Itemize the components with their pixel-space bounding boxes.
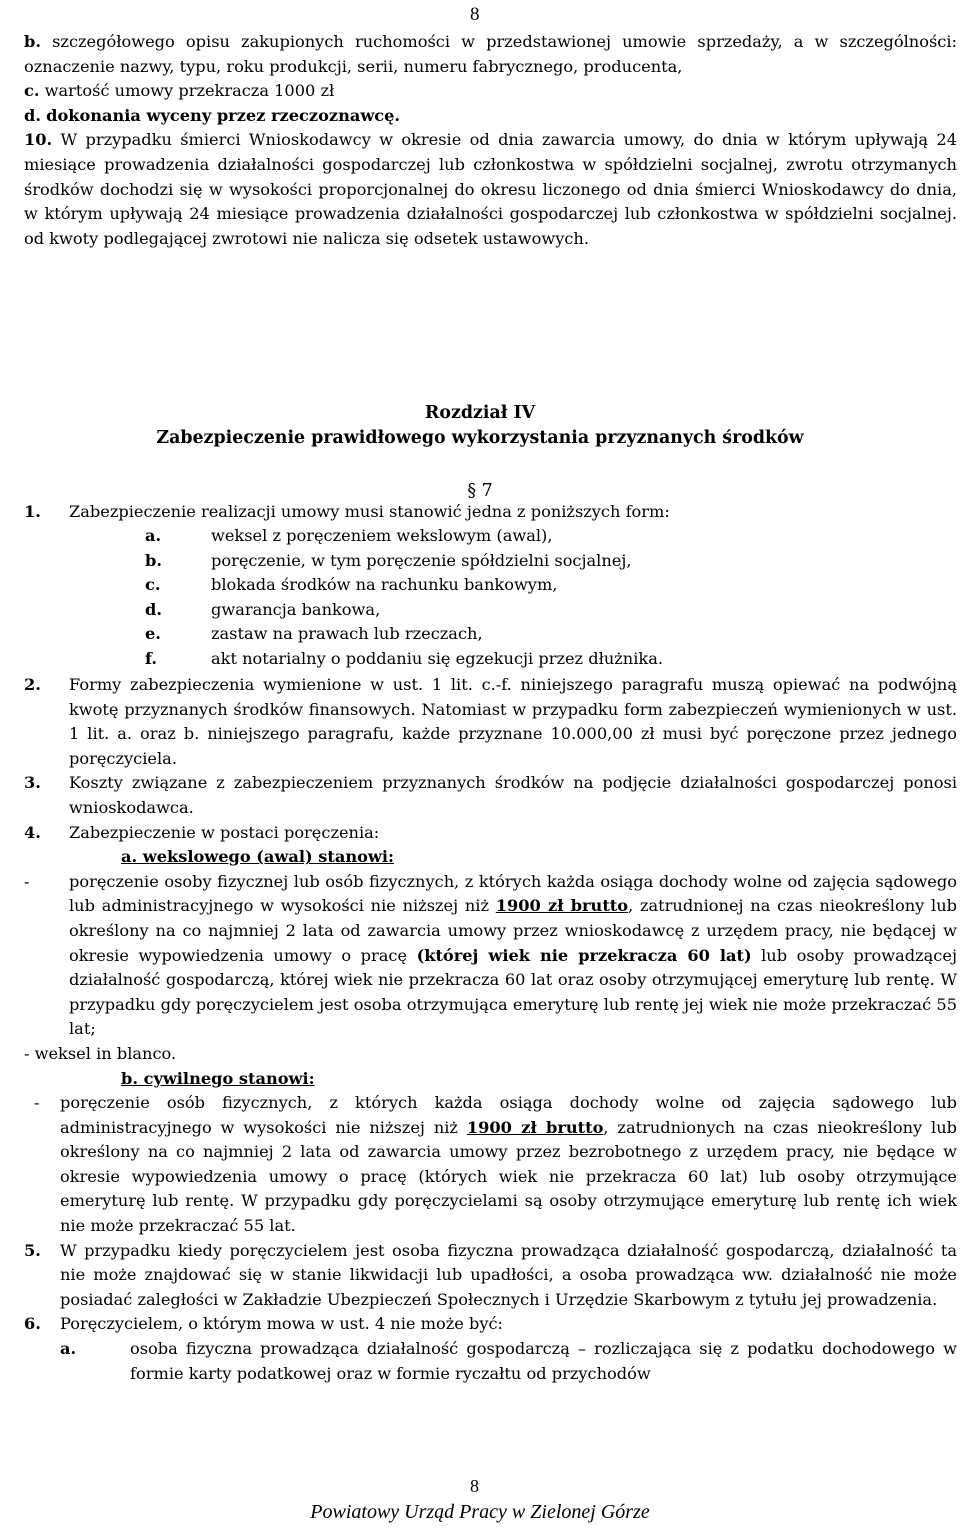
list-item: c. blokada środków na rachunku bankowym, xyxy=(145,575,558,595)
paragraph-symbol: § 7 xyxy=(467,481,493,501)
top-list-item-d xyxy=(24,104,957,129)
top-list xyxy=(24,30,957,251)
section-3: 3. Koszty związane z zabezpieczeniem przyznanych środków na podjęcie działalności gospodarczej ponosi wnioskodawca. xyxy=(24,773,957,817)
point-label: 10. xyxy=(24,130,53,150)
point-10 xyxy=(24,128,957,251)
page-number-top: 8 xyxy=(470,4,480,25)
list-item: f. akt notarialny o poddaniu się egzekucji przez dłużnika. xyxy=(145,648,664,668)
section-5: 5. W przypadku kiedy poręczycielem jest osoba fizyczna prowadząca działalność gospodarczą, działalność ta nie może znajdować się w stanie likwidacji lub upadłości, a osoba prowadząca ww. działalność nie może posiadać zaległości w Zakładzie Ubezpieczeń Społecznych i Urzędzie Skarbowym z tytułu jej prowadzenia. xyxy=(24,1240,957,1309)
top-list-item-c xyxy=(24,79,957,104)
section-4-b-dash-1: - poręczenie osób fizycznych, z których każda osiąga dochody wolne od zajęcia sądowego lub administracyjnego w wysokości nie niższej niż 1900 zł brutto, zatrudnionych na czas nieokreślony lub określony na co najmniej 2 lata od zawarcia umowy przez bezrobotnego z urzędem pracy, nie będące w okresie wypowiedzenia umowy o pracę (których wiek nie przekracza 60 lat) lub osoby otrzymujące emeryturę lub rentę. W przypadku gdy poręczycielami są osoby otrzymujące emeryturę lub rentę ich wiek nie może przekraczać 55 lat. xyxy=(34,1093,957,1236)
item-text: dokonania wyceny przez rzeczoznawcę. xyxy=(46,105,401,125)
list-item: d. gwarancja bankowa, xyxy=(145,599,381,619)
point-text: W przypadku śmierci Wnioskodawcy w okresie od dnia zawarcia umowy, do dnia w którym upływają 24 miesiące prowadzenia działalności gospodarczej lub członkostwa w spółdzielni socjalnej, zwrotu otrzymanych środków dochodzi się w wysokości proporcjonalnej do okresu liczonego od dnia śmierci Wnioskodawcy do dnia, w którym upływają 24 miesiące prowadzenia działalności gospodarczej lub członkostwa w spółdzielni socjalnej. od kwoty podlegającej zwrotowi nie nalicza się odsetek ustawowych. xyxy=(24,130,957,248)
section-4: 4. Zabezpieczenie w postaci poręczenia: xyxy=(24,822,380,842)
section-6-item-a: a. osoba fizyczna prowadząca działalność gospodarczą – rozliczająca się z podatku dochodowego w formie karty podatkowej oraz w formie ryczałtu od przychodów xyxy=(60,1339,957,1383)
footer-page-number: 8 xyxy=(470,1476,479,1496)
section-4-a-dash-1: - poręczenie osoby fizycznej lub osób fizycznych, z których każda osiąga dochody wolne od zajęcia sądowego lub administracyjnego w wysokości nie niższej niż 1900 zł brutto, zatrudnionej na czas nieokreślony lub określony na co najmniej 2 lata od zawarcia umowy przez wnioskodawcę z urzędem pracy, nie będącej w okresie wypowiedzenia umowy o pracę (której wiek nie przekracza 60 lat) lub osoby prowadzącej działalność gospodarczą, której wiek nie przekracza 60 lat oraz osoby otrzymującej emeryturę lub rentę. W przypadku gdy poręczycielem jest osoba otrzymująca emeryturę lub rentę jej wiek nie może przekraczać 55 lat; xyxy=(24,871,957,1039)
top-list-item-b xyxy=(24,30,957,79)
section-number: 1. xyxy=(24,502,41,521)
section-2: 2. Formy zabezpieczenia wymienione w ust. 1 lit. c.-f. niniejszego paragrafu muszą opiewać na podwójną kwotę przyznanych środków finansowych. Natomiast w przypadku form zabezpieczeń wymienionych w ust. 1 lit. a. oraz b. niniejszego paragrafu, każde przyznane 10.000,00 zł musi być poręczone przez jednego poręczyciela. xyxy=(24,675,957,768)
item-text: wartość umowy przekracza 1000 zł xyxy=(44,81,335,101)
item-text: szczegółowego opisu zakupionych ruchomości w przedstawionej umowie sprzedaży, a w szczególności: oznaczenie nazwy, typu, roku produkcji, serii, numeru fabrycznego, producenta, xyxy=(24,32,957,76)
chapter-subtitle: Zabezpieczenie prawidłowego wykorzystania przyznanych środków xyxy=(156,428,804,448)
sections-2-4 xyxy=(24,673,957,1386)
list-item: e. zastaw na prawach lub rzeczach, xyxy=(145,624,483,644)
section-1-forms-list xyxy=(145,524,745,672)
footer-office-name: Powiatowy Urząd Pracy w Zielonej Górze xyxy=(310,1501,650,1523)
section-4-b-heading: b. cywilnego stanowi: xyxy=(121,1068,315,1088)
list-item: a. weksel z poręczeniem wekslowym (awal), xyxy=(145,526,553,545)
section-1 xyxy=(24,500,957,525)
item-label: b. xyxy=(24,32,41,51)
section-4-a-dash-2: - weksel in blanco. xyxy=(24,1043,177,1063)
list-item: b. poręczenie, w tym poręczenie spółdzielni socjalnej, xyxy=(145,550,632,570)
item-label: c. xyxy=(24,81,40,101)
item-label: d. xyxy=(24,105,41,125)
chapter-title: Rozdział IV xyxy=(424,403,536,423)
section-text: Zabezpieczenie realizacji umowy musi stanowić jedna z poniższych form: xyxy=(69,502,670,521)
section-6: 6. Poręczycielem, o którym mowa w ust. 4 nie może być: xyxy=(24,1314,504,1334)
section-4-a-heading: a. wekslowego (awal) stanowi: xyxy=(121,847,394,867)
